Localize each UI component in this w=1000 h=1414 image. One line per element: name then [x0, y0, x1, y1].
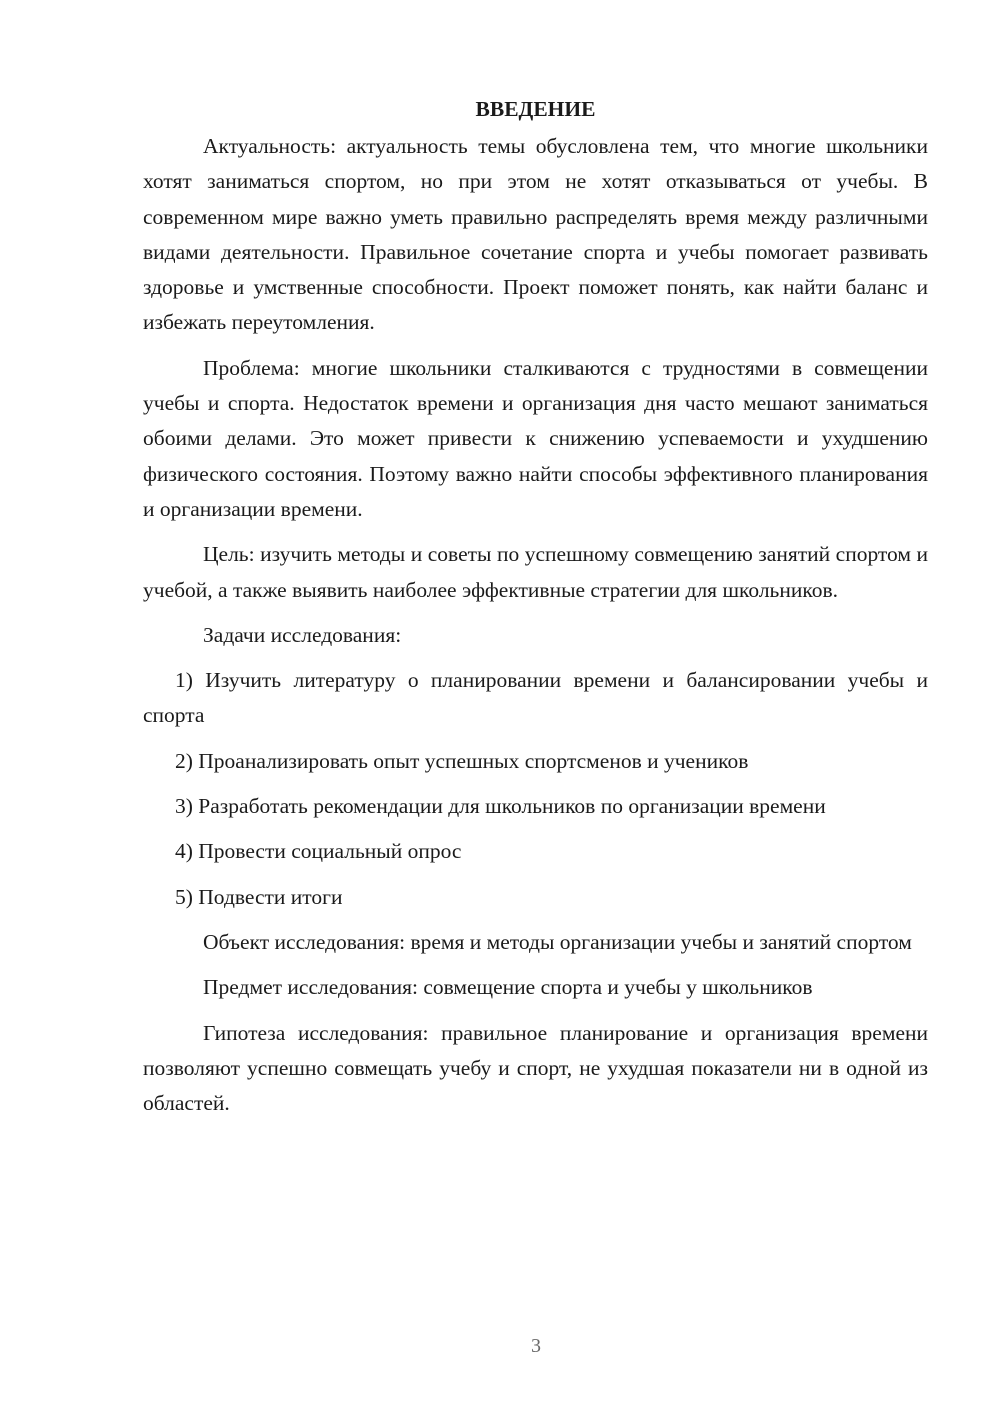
task-item: 2) Проанализировать опыт успешных спортсменов и учеников [175, 748, 749, 773]
object-paragraph: Объект исследования: время и методы организации учебы и занятий спортом [203, 929, 912, 954]
tasks-list [143, 663, 928, 915]
task-item: 4) Провести социальный опрос [175, 839, 462, 864]
hypothesis-paragraph: Гипотеза исследования: правильное планирование и организация времени позволяют успешно совмещать учебу и спорт, не ухудшая показатели ни в одной из областей. [143, 1020, 928, 1116]
task-item: 5) Подвести итоги [175, 884, 343, 909]
tasks-heading: Задачи исследования: [203, 622, 402, 647]
page-number: 3 [531, 1335, 541, 1357]
subject-paragraph: Предмет исследования: совмещение спорта и учебы у школьников [203, 975, 813, 1000]
document-page [143, 92, 928, 1131]
task-item: 1) Изучить литературу о планировании времени и балансировании учебы и спорта [143, 668, 928, 728]
problem-paragraph: Проблема: многие школьники сталкиваются с трудностями в совмещении учебы и спорта. Недостаток времени и организация дня часто мешают заниматься обоими делами. Это может привести к снижению успеваемости и ухудшению физического состояния. Поэтому важно найти способы эффективного планирования и организации времени. [143, 355, 928, 521]
task-item: 3) Разработать рекомендации для школьников по организации времени [175, 794, 826, 819]
goal-paragraph: Цель: изучить методы и советы по успешному совмещению занятий спортом и учебой, а также выявить наиболее эффективные стратегии для школьников. [143, 542, 928, 602]
section-title: ВВЕДЕНИЕ [475, 97, 596, 121]
relevance-paragraph: Актуальность: актуальность темы обусловлена тем, что многие школьники хотят заниматься спортом, но при этом не хотят отказываться от учебы. В современном мире важно уметь правильно распределять время между различными видами деятельности. Правильное сочетание спорта и учебы помогает развивать здоровье и умственные способности. Проект поможет понять, как найти баланс и избежать переутомления. [143, 134, 928, 335]
